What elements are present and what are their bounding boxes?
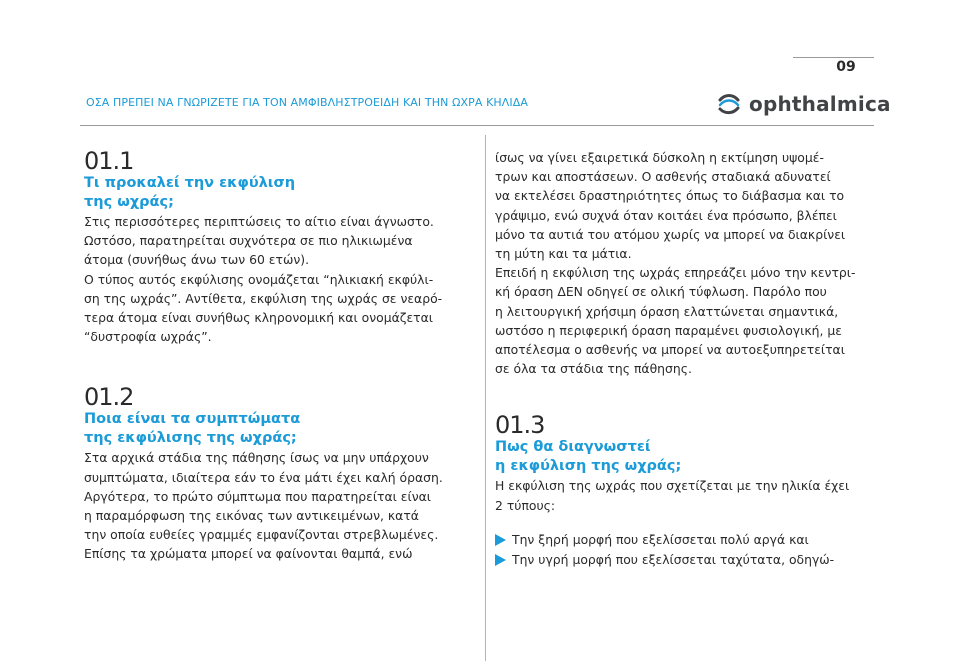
right-column (495, 148, 885, 570)
body-line: Η εκφύλιση της ωχράς που σχετίζεται με την ηλικία έχει (495, 478, 850, 494)
list-item (495, 550, 885, 570)
body-line: Ωστόσο, παρατηρείται συχνότερα σε πιο ηλικιωμένα (84, 233, 413, 249)
ophthalmica-logo-icon (717, 93, 741, 115)
body-line: η παραμόρφωση της εικόνας των αντικειμένων, κατά (84, 508, 419, 524)
section-body (84, 448, 478, 563)
body-line: αποτέλεσμα ο ασθενής να μπορεί να αυτοεξυπηρετείται (495, 342, 845, 358)
section-title-line: Ποια είναι τα συμπτώματα (84, 411, 301, 428)
section-number: 01.3 (495, 411, 545, 440)
body-line: 2 τύπους: (495, 497, 556, 513)
body-line: η λειτουργική χρήσιμη όραση ελαττώνεται σημαντικά, (495, 303, 839, 319)
body-line: γράψιμο, ενώ συχνά όταν κοιτάει ένα πρόσωπο, βλέπει (495, 207, 837, 223)
top-rule (793, 57, 874, 58)
body-line: κή όραση ΔΕΝ οδηγεί σε ολική τύφλωση. Παρόλο που (495, 284, 827, 300)
section-title-line: Πως θα διαγνωστεί (495, 439, 651, 456)
body-line: Αργότερα, το πρώτο σύμπτωμα που παρατηρείται είναι (84, 488, 431, 504)
section-title-line: Τι προκαλεί την εκφύλιση (84, 175, 296, 191)
body-line: σε όλα τα στάδια της πάθησης. (495, 361, 692, 377)
body-line: “δυστροφία ωχράς”. (84, 329, 212, 345)
list-item-text: Την ξηρή μορφή που εξελίσσεται πολύ αργά και (512, 531, 809, 547)
section-01-1 (84, 148, 478, 346)
section-title-line: η εκφύλιση της ωχράς; (495, 458, 682, 475)
section-title-line: της εκφύλισης της ωχράς; (84, 430, 297, 447)
header-rule (80, 125, 874, 126)
section-title (84, 410, 478, 448)
list-item (495, 530, 885, 550)
body-line: μόνο τα αυτιά του ατόμου χωρίς να μπορεί να διακρίνει (495, 226, 846, 242)
left-column (84, 148, 478, 564)
body-line: ίσως να γίνει εξαιρετικά δύσκολη η εκτίμηση υψομέ- (495, 150, 824, 165)
column-divider (485, 135, 486, 661)
body-line: να εκτελέσει δραστηριότητες όπως το διάβασμα και το (495, 188, 845, 204)
body-line: Ο τύπος αυτός εκφύλισης ονομάζεται “ηλικιακή εκφύλι- (84, 271, 434, 287)
body-line: τρων και αποστάσεων. Ο ασθενής σταδιακά αδυνατεί (495, 169, 831, 185)
section-body (84, 212, 478, 346)
logo-wordmark: ophthalmica (749, 92, 891, 116)
body-line: Επίσης τα χρώματα μπορεί να φαίνονται θαμπά, ενώ (84, 546, 413, 562)
section-01-2 (84, 384, 478, 563)
body-line: τη μύτη και τα μάτια. (495, 246, 632, 262)
brand-logo (717, 92, 891, 116)
body-line: την οποία ευθείες γραμμές εμφανίζονται στρεβλωμένες. (84, 527, 439, 543)
section-01-3 (495, 412, 885, 569)
body-line: συμπτώματα, ιδιαίτερα εάν το ένα μάτι έχει καλή όραση. (84, 469, 443, 485)
body-line: ωστόσο η περιφερική όραση παραμένει φυσιολογική, με (495, 322, 842, 338)
section-body (495, 476, 885, 514)
body-line: Στα αρχικά στάδια της πάθησης ίσως να μην υπάρχουν (84, 450, 429, 466)
section-title-line: της ωχράς; (84, 194, 174, 210)
section-title (84, 174, 478, 212)
body-line: άτομα (συνήθως άνω των 60 ετών). (84, 252, 310, 268)
body-line: Επειδή η εκφύλιση της ωχράς επηρεάζει μόνο την κεντρι- (495, 265, 856, 281)
arrow-bullet-icon (495, 554, 506, 566)
body-line: τερα άτομα είναι συνήθως κληρονομική και ονομάζεται (84, 310, 434, 326)
section-number: 01.1 (84, 147, 134, 175)
section-number: 01.2 (84, 383, 134, 412)
body-line: Στις περισσότερες περιπτώσεις το αίτιο είναι άγνωστο. (84, 214, 434, 229)
continued-text (495, 148, 885, 378)
arrow-bullet-icon (495, 534, 506, 546)
list-item-text: Την υγρή μορφή που εξελίσσεται ταχύτατα, οδηγώ- (512, 551, 835, 567)
running-header: ΟΣΑ ΠΡΕΠΕΙ ΝΑ ΓΝΩΡΙΖΕΤΕ ΓΙΑ ΤΟΝ ΑΜΦΙΒΛΗΣΤΡΟΕΙΔΗ ΚΑΙ ΤΗΝ ΩΧΡΑ ΚΗΛΙΔΑ (86, 96, 528, 109)
page-number: 09 (836, 59, 856, 75)
section-title (495, 438, 885, 476)
body-line: ση της ωχράς”. Αντίθετα, εκφύλιση της ωχράς σε νεαρό- (84, 290, 443, 306)
